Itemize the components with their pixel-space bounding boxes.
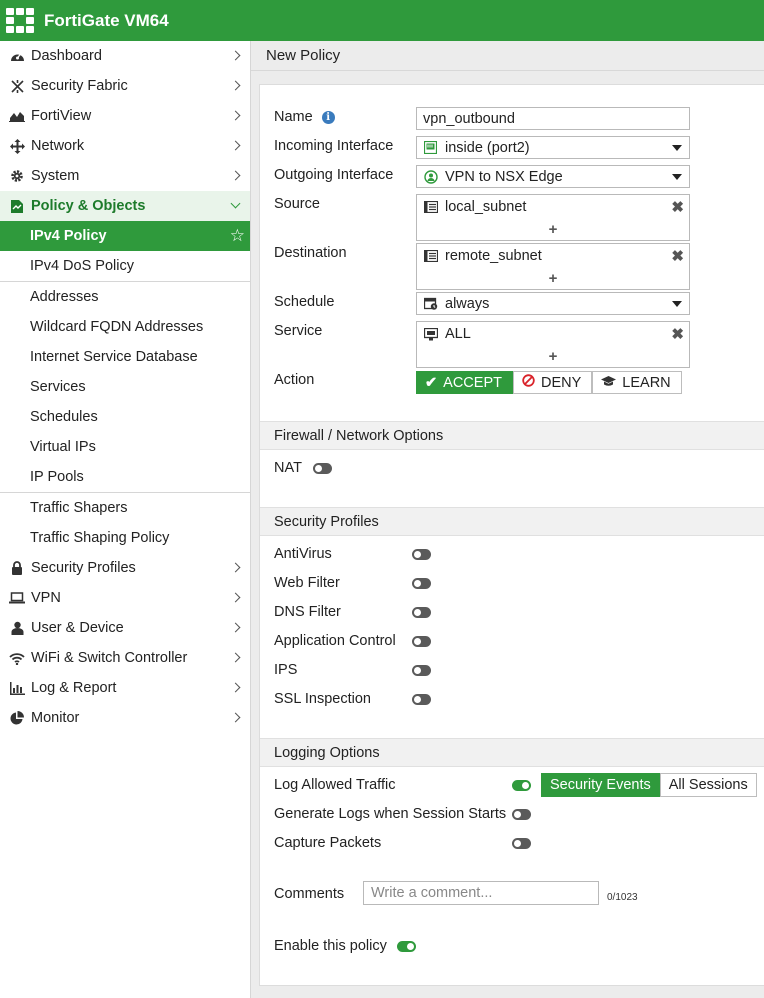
sidebar-subitem-virtual-ips[interactable]: [0, 432, 250, 462]
sidebar-subitem-label: Traffic Shaping Policy: [30, 530, 170, 546]
ips-label: IPS: [274, 662, 298, 678]
bar-chart-icon: [8, 680, 26, 696]
address-icon: [423, 249, 438, 263]
log-allowed-traffic-label: Log Allowed Traffic: [274, 777, 396, 793]
sidebar-item-vpn[interactable]: [0, 583, 250, 613]
sidebar-subitem-label: Addresses: [30, 289, 99, 305]
top-header: [0, 0, 764, 41]
destination-value: remote_subnet: [445, 248, 542, 264]
sidebar-item-label: VPN: [31, 590, 61, 606]
sidebar-item-label: Dashboard: [31, 48, 102, 64]
nat-toggle[interactable]: [313, 463, 332, 474]
chevron-right-icon: [231, 78, 241, 92]
destination-label: Destination: [274, 245, 347, 261]
sidebar-item-label: System: [31, 168, 80, 184]
application-control-label: Application Control: [274, 633, 396, 649]
sidebar-subitem-label: Internet Service Database: [30, 349, 198, 365]
schedule-icon: [423, 297, 438, 311]
dashboard-icon: [8, 48, 26, 64]
sidebar-subitem-label: IP Pools: [30, 469, 84, 485]
security-profiles-section-header: Security Profiles: [260, 507, 764, 536]
sidebar-subitem-addresses[interactable]: [0, 282, 250, 312]
outgoing-interface-value: VPN to NSX Edge: [445, 168, 563, 185]
sidebar-subitem-label: Schedules: [30, 409, 98, 425]
sidebar-subitem-services[interactable]: [0, 372, 250, 402]
sidebar-item-label: FortiView: [31, 108, 92, 124]
source-multiselect[interactable]: [416, 194, 690, 241]
web-filter-toggle[interactable]: [412, 578, 431, 589]
application-control-toggle[interactable]: [412, 636, 431, 647]
port-icon: [423, 141, 438, 155]
sidebar-subitem-ipv4-policy[interactable]: [0, 221, 250, 251]
incoming-interface-value: inside (port2): [445, 139, 530, 156]
incoming-interface-label: Incoming Interface: [274, 138, 394, 154]
pie-chart-icon: [8, 710, 26, 726]
network-icon: [8, 138, 26, 154]
fortiview-icon: [8, 108, 26, 124]
sidebar-item-label: User & Device: [31, 620, 124, 636]
schedule-select[interactable]: [416, 292, 690, 315]
comments-input[interactable]: [363, 881, 599, 905]
sidebar-subitem-label: Traffic Shapers: [30, 500, 128, 516]
sidebar-subitem-internet-service-db[interactable]: [0, 342, 250, 372]
caret-down-icon: [672, 145, 682, 151]
chevron-right-icon: [231, 48, 241, 62]
sidebar-item-user-device[interactable]: [0, 613, 250, 643]
ssl-inspection-label: SSL Inspection: [274, 691, 371, 707]
service-entry: [423, 326, 471, 342]
fortinet-logo-icon: [6, 8, 36, 34]
sidebar-item-label: Monitor: [31, 710, 80, 726]
remove-icon[interactable]: ✖: [671, 248, 684, 265]
firewall-section-header: Firewall / Network Options: [260, 421, 764, 450]
add-icon[interactable]: +: [548, 221, 558, 238]
caret-down-icon: [672, 174, 682, 180]
page-title: New Policy: [251, 41, 764, 71]
capture-packets-toggle[interactable]: [512, 838, 531, 849]
sidebar-item-label: Policy & Objects: [31, 198, 146, 214]
deny-label: DENY: [540, 374, 582, 391]
comment-char-counter: 0/1023: [607, 892, 638, 903]
sidebar-item-label: WiFi & Switch Controller: [31, 650, 188, 666]
sidebar-subitem-ipv4-dos-policy[interactable]: [0, 251, 250, 281]
all-sessions-button[interactable]: All Sessions: [660, 773, 757, 797]
outgoing-interface-select[interactable]: [416, 165, 690, 188]
sidebar-item-fortiview[interactable]: [0, 101, 250, 131]
sidebar: [0, 41, 251, 998]
name-input-value: vpn_outbound: [423, 110, 515, 127]
destination-multiselect[interactable]: [416, 243, 690, 290]
policy-form-panel: [259, 84, 764, 986]
incoming-interface-select[interactable]: [416, 136, 690, 159]
sidebar-subitem-label: IPv4 Policy: [30, 228, 107, 244]
chevron-right-icon: [231, 560, 241, 574]
name-label-row: [274, 109, 335, 125]
add-icon[interactable]: +: [548, 270, 558, 287]
remove-icon[interactable]: ✖: [671, 199, 684, 216]
action-label: Action: [274, 372, 315, 388]
deny-button[interactable]: [513, 371, 592, 394]
info-icon[interactable]: i: [322, 111, 335, 124]
outgoing-interface-label: Outgoing Interface: [274, 167, 394, 183]
name-label: Name: [274, 109, 313, 125]
gear-icon: [8, 168, 26, 184]
chevron-right-icon: [231, 138, 241, 152]
remove-icon[interactable]: ✖: [671, 326, 684, 343]
chevron-right-icon: [231, 680, 241, 694]
sidebar-item-label: Security Fabric: [31, 78, 128, 94]
chevron-right-icon: [231, 710, 241, 724]
nat-label: NAT: [274, 460, 302, 476]
address-icon: [423, 200, 438, 214]
laptop-icon: [8, 590, 26, 606]
sidebar-subitem-label: Wildcard FQDN Addresses: [30, 319, 204, 335]
accept-button[interactable]: [416, 371, 513, 394]
sidebar-subitem-wildcard-fqdn[interactable]: [0, 312, 250, 342]
policy-icon: [8, 198, 26, 214]
caret-down-icon: [672, 301, 682, 307]
enable-policy-toggle[interactable]: [397, 941, 416, 952]
deny-icon: [522, 374, 535, 391]
chevron-right-icon: [231, 108, 241, 122]
check-icon: ✔: [425, 374, 438, 391]
service-label: Service: [274, 323, 323, 339]
log-allowed-traffic-toggle[interactable]: [512, 780, 531, 791]
sidebar-subitem-traffic-shaping-policy[interactable]: [0, 523, 250, 553]
accept-label: ACCEPT: [443, 374, 502, 391]
source-label: Source: [274, 196, 320, 212]
sidebar-item-system[interactable]: [0, 161, 250, 191]
comments-label: Comments: [274, 886, 345, 902]
sidebar-item-policy-objects[interactable]: [0, 191, 250, 221]
ssl-inspection-toggle[interactable]: [412, 694, 431, 705]
action-selector: [416, 371, 682, 394]
enable-policy-label: Enable this policy: [274, 938, 387, 954]
sidebar-subitem-schedules[interactable]: [0, 402, 250, 432]
sidebar-subitem-ip-pools[interactable]: [0, 462, 250, 492]
graduation-cap-icon: [601, 375, 616, 391]
sidebar-item-label: Log & Report: [31, 680, 117, 696]
learn-label: LEARN: [622, 374, 671, 391]
wifi-icon: [8, 650, 26, 666]
sidebar-item-label: Security Profiles: [31, 560, 136, 576]
sidebar-subitem-label: Virtual IPs: [30, 439, 96, 455]
app-title: FortiGate VM64: [44, 10, 169, 30]
sidebar-subitem-label: Services: [30, 379, 86, 395]
sidebar-item-dashboard[interactable]: [0, 41, 250, 71]
logging-section-header: Logging Options: [260, 738, 764, 767]
user-icon: [8, 620, 26, 636]
log-mode-selector: [541, 773, 757, 797]
sidebar-subitem-traffic-shapers[interactable]: [0, 493, 250, 523]
sidebar-item-security-fabric[interactable]: [0, 71, 250, 101]
antivirus-toggle[interactable]: [412, 549, 431, 560]
schedule-label: Schedule: [274, 294, 335, 310]
chevron-right-icon: [231, 168, 241, 182]
sidebar-item-log-report[interactable]: [0, 673, 250, 703]
capture-packets-label: Capture Packets: [274, 835, 382, 851]
lock-icon: [8, 560, 26, 576]
learn-button[interactable]: [592, 371, 681, 394]
sidebar-item-security-profiles[interactable]: [0, 553, 250, 583]
main-content: [251, 41, 764, 998]
ips-toggle[interactable]: [412, 665, 431, 676]
sidebar-subitem-label: IPv4 DoS Policy: [30, 258, 134, 274]
generate-logs-toggle[interactable]: [512, 809, 531, 820]
chevron-right-icon: [231, 590, 241, 604]
service-multiselect[interactable]: [416, 321, 690, 368]
service-value: ALL: [445, 326, 471, 342]
generate-logs-label: Generate Logs when Session Starts: [274, 806, 507, 822]
vpn-tunnel-icon: [423, 170, 438, 184]
sidebar-item-network[interactable]: [0, 131, 250, 161]
chevron-down-icon: [231, 198, 241, 212]
sidebar-item-wifi-switch[interactable]: [0, 643, 250, 673]
web-filter-label: Web Filter: [274, 575, 340, 591]
chevron-right-icon: [231, 650, 241, 664]
name-input[interactable]: [416, 107, 690, 130]
antivirus-label: AntiVirus: [274, 546, 332, 562]
source-value: local_subnet: [445, 199, 527, 215]
destination-entry: [423, 248, 542, 264]
source-entry: [423, 199, 526, 215]
schedule-value: always: [445, 295, 490, 312]
dns-filter-toggle[interactable]: [412, 607, 431, 618]
sidebar-item-label: Network: [31, 138, 85, 154]
chevron-right-icon: [231, 620, 241, 634]
star-icon[interactable]: ☆: [229, 226, 245, 245]
dns-filter-label: DNS Filter: [274, 604, 341, 620]
security-events-button[interactable]: Security Events: [541, 773, 660, 797]
sidebar-item-monitor[interactable]: [0, 703, 250, 733]
service-icon: [423, 327, 438, 341]
security-fabric-icon: [8, 78, 26, 94]
add-icon[interactable]: +: [548, 348, 558, 365]
